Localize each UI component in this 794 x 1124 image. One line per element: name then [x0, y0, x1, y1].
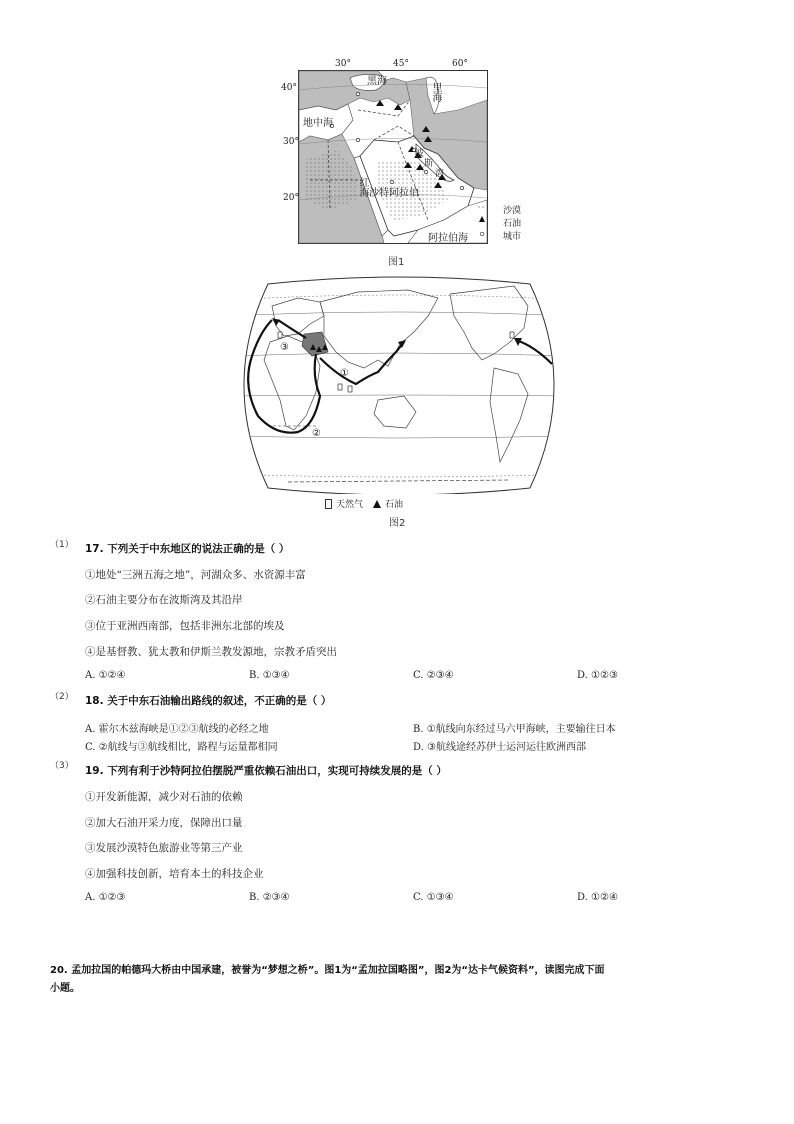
route-marker-3: ③ [280, 342, 289, 353]
label-mediterranean: 地中海 [303, 118, 333, 129]
label-caspian-1: 里海 [430, 82, 441, 102]
question-19-item-3: ③发展沙漠特色旅游业等第三产业 [85, 842, 243, 854]
route-marker-1: ① [340, 368, 349, 379]
route-marker-2: ② [312, 428, 321, 439]
label-gulf-b: 斯 [424, 159, 434, 169]
legend-desert-text: 沙漠 [503, 206, 522, 216]
world-map-svg [228, 276, 570, 494]
desert-dots-icon [478, 204, 484, 210]
question-19-item-1: ①开发新能源，减少对石油的依赖 [85, 791, 243, 803]
label-gulf-a: 波 [415, 149, 425, 159]
question-17-item-2: ②石油主要分布在波斯湾及其沿岸 [85, 594, 243, 606]
question-20-line-2: 小题。 [50, 983, 80, 994]
gas-outline-icon [325, 499, 332, 509]
city-circle-icon [480, 232, 484, 236]
question-17-item-3: ③位于亚洲西南部，包括非洲东北部的埃及 [85, 620, 285, 632]
legend-city-text: 城市 [503, 232, 522, 242]
figure2-caption: 图2 [389, 518, 406, 529]
question-19-option-a[interactable]: A. ①②③ [85, 892, 126, 903]
question-20-line-1: 20. 孟加拉国的帕德玛大桥由中国承建，被誉为“梦想之桥”。图1为“孟加拉国略图”，图2为“达卡气候资料”，读图完成下面 [50, 965, 605, 976]
question-19-option-c[interactable]: C. ①③④ [413, 892, 454, 903]
label-gulf-c: 湾 [435, 169, 445, 179]
lon-label-60: 60° [452, 59, 468, 69]
question-17-item-4: ④是基督教、犹太教和伊斯兰教发源地，宗教矛盾突出 [85, 646, 337, 658]
legend-oil-text: 石油 [503, 219, 522, 229]
question-17-option-c[interactable]: C. ②③④ [413, 670, 454, 681]
question-17-stem: 17. 下列关于中东地区的说法正确的是（ ） [85, 543, 290, 555]
question-18-option-a[interactable]: A. 霍尔木兹海峡是①②③航线的必经之地 [85, 724, 269, 735]
question-17-number: （1） [50, 540, 74, 550]
figure1-middle-east-map [298, 70, 488, 244]
label-red-sea: 红海 [357, 177, 368, 197]
question-18-option-d[interactable]: D. ③航线途经苏伊士运河运往欧洲西部 [413, 742, 586, 753]
question-18-option-c[interactable]: C. ②航线与③航线相比，路程与运量都相同 [85, 742, 278, 753]
lat-label-40: 40° [281, 83, 297, 93]
figure1-caption: 图1 [388, 257, 405, 268]
figure2-legend [325, 497, 403, 510]
legend-gas-text: 天然气 [336, 500, 364, 510]
question-19-item-2: ②加大石油开采力度，保障出口量 [85, 817, 243, 829]
lat-label-30: 30° [283, 137, 299, 147]
question-17-item-1: ①地处“三洲五海之地”，河湖众多、水资源丰富 [85, 569, 306, 581]
label-saudi-arabia: 沙特阿拉伯 [369, 188, 419, 199]
question-19-option-b[interactable]: B. ②③④ [249, 892, 290, 903]
legend-oil-text-2: 石油 [385, 500, 404, 510]
lon-label-45: 45° [393, 59, 409, 69]
label-black-sea: 黑海 [367, 76, 387, 87]
question-17-option-a[interactable]: A. ①②④ [85, 670, 126, 681]
figure2-world-route-map [228, 276, 570, 494]
question-19-option-d[interactable]: D. ①②④ [577, 892, 618, 903]
question-17-option-b[interactable]: B. ①③④ [249, 670, 290, 681]
lat-label-20: 20° [283, 193, 299, 203]
question-17-option-d[interactable]: D. ①②③ [577, 670, 618, 681]
middle-east-map-svg [298, 70, 488, 244]
question-19-stem: 19. 下列有利于沙特阿拉伯摆脱严重依赖石油出口，实现可持续发展的是（ ） [85, 765, 447, 777]
question-18-stem: 18. 关于中东石油输出路线的叙述，不正确的是（ ） [85, 695, 332, 707]
question-18-option-b[interactable]: B. ①航线向东经过马六甲海峡，主要输往日本 [413, 724, 616, 735]
oil-triangle-icon [373, 500, 381, 508]
question-19-item-4: ④加强科技创新，培育本土的科技企业 [85, 868, 264, 880]
lon-label-30: 30° [335, 59, 351, 69]
label-arabian-sea: 阿拉伯海 [428, 233, 468, 244]
question-18-number: （2） [50, 692, 74, 702]
question-19-number: （3） [50, 761, 74, 771]
